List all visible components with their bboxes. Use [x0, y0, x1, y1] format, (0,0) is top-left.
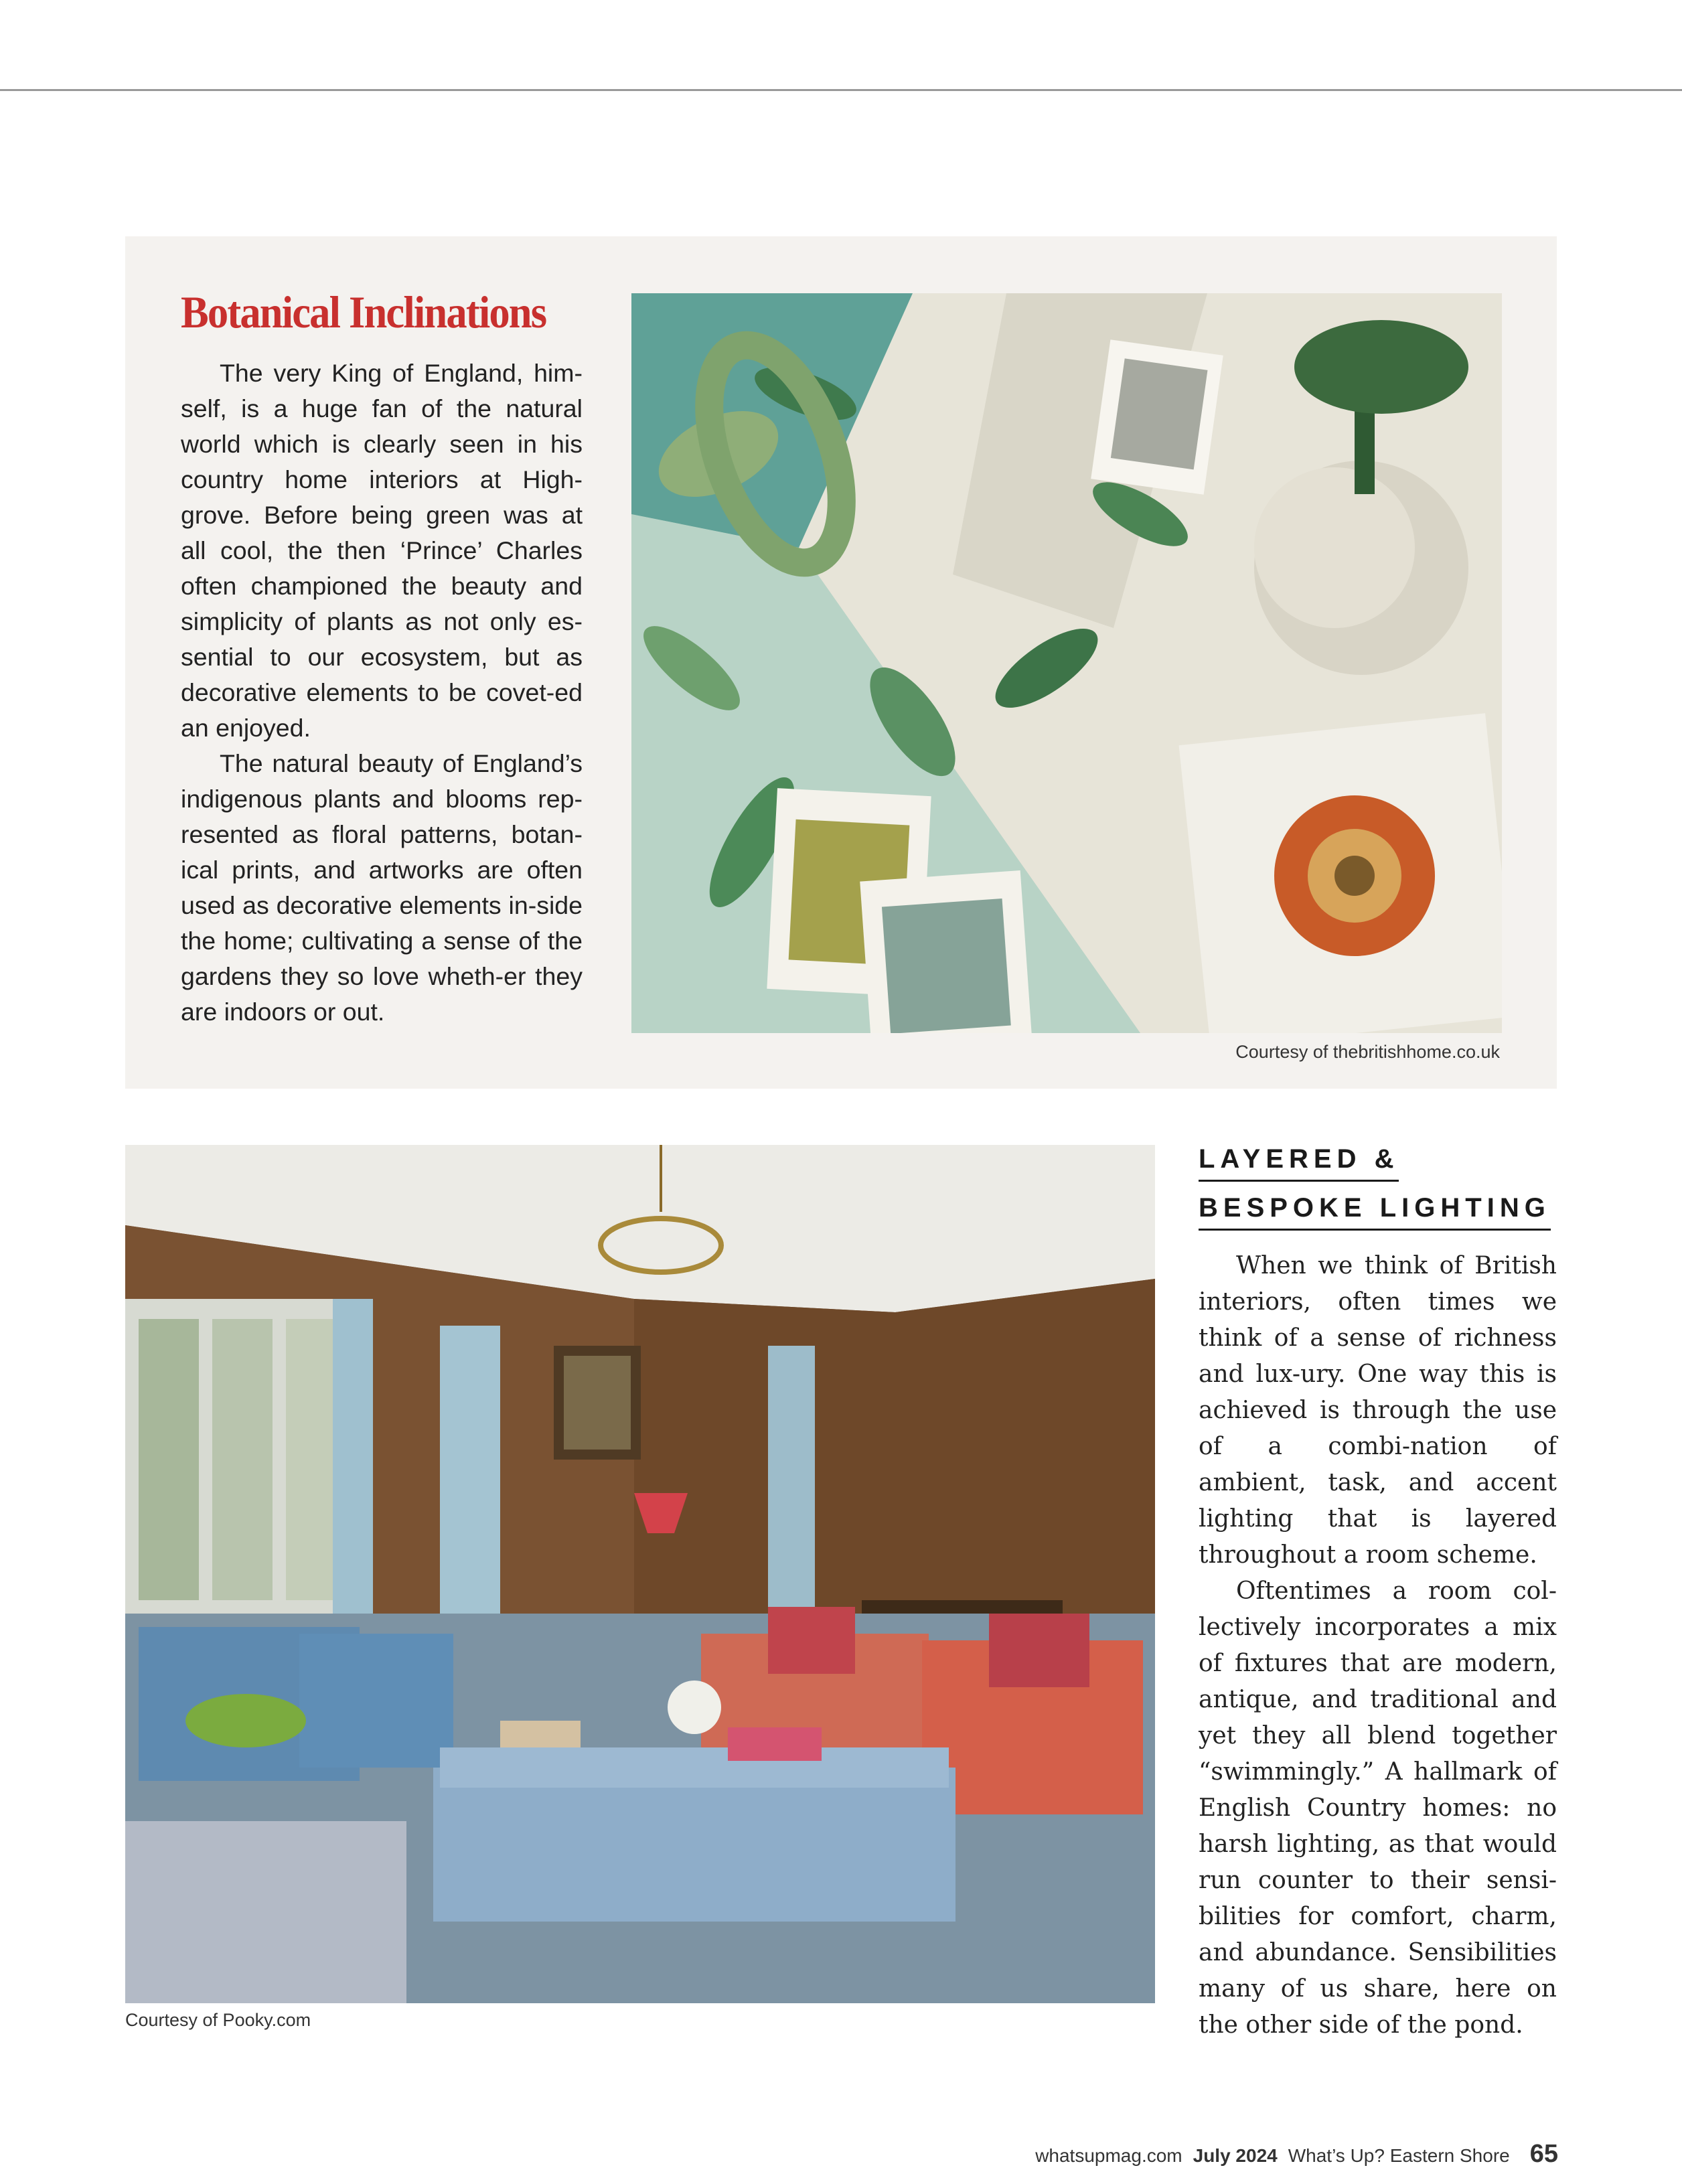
footer-publication: What’s Up? Eastern Shore	[1288, 2145, 1510, 2166]
footer-issue: July 2024	[1193, 2145, 1278, 2166]
sidebar-paragraph: The natural beauty of England’s indigenous plants and blooms rep-resented as floral patterns, botan-ical prints, and artworks are often used as decorative elements in-side the home; cultivating a sense of the gardens they so love wheth-er they are indoors or out.	[181, 749, 583, 1026]
sidebar-body	[181, 356, 583, 1030]
lighting-heading-line-1: LAYERED &	[1199, 1142, 1399, 1182]
top-rule	[0, 89, 1682, 91]
botanical-photo-credit: Courtesy of thebritishhome.co.uk	[1235, 1042, 1500, 1062]
page-footer	[1035, 2140, 1558, 2169]
lighting-body	[1199, 1248, 1557, 2043]
english-country-living-room-photo	[125, 1145, 1155, 2003]
lighting-paragraph: Oftentimes a room col-lectively incorporates a mix of fixtures that are modern, antique, and traditional and yet they all blend together “swimmingly.” A hallmark of English Country homes: no harsh lighting, as that would run counter to their sensi-bilities for comfort, charm, and abundance. Sensibilities many of us share, here on the other side of the pond.	[1199, 1577, 1557, 2039]
sidebar-title: Botanical Inclinations	[181, 287, 546, 337]
sidebar-paragraph: The very King of England, him-self, is a huge fan of the natural world which is clearly seen in his country home interiors at High-grove. Before being green was at all cool, the then ‘Prince’ Charles often championed the beauty and simplicity of plants as not only es-sential to our ecosystem, but as decorative elements to be covet-ed an enjoyed.	[181, 359, 583, 742]
lighting-heading-line-2: BESPOKE LIGHTING	[1199, 1191, 1551, 1231]
page-number: 65	[1529, 2140, 1558, 2168]
lighting-heading	[1199, 1142, 1557, 1240]
lighting-paragraph: When we think of British interiors, often times we think of a sense of richness and lux-ury. One way this is achieved is through the use of a combi-nation of ambient, task, and accent lighting that is layered throughout a room scheme.	[1199, 1252, 1557, 1569]
room-photo-credit: Courtesy of Pooky.com	[125, 2010, 311, 2030]
footer-site: whatsupmag.com	[1035, 2145, 1182, 2166]
botanical-fabrics-photo	[631, 293, 1502, 1033]
